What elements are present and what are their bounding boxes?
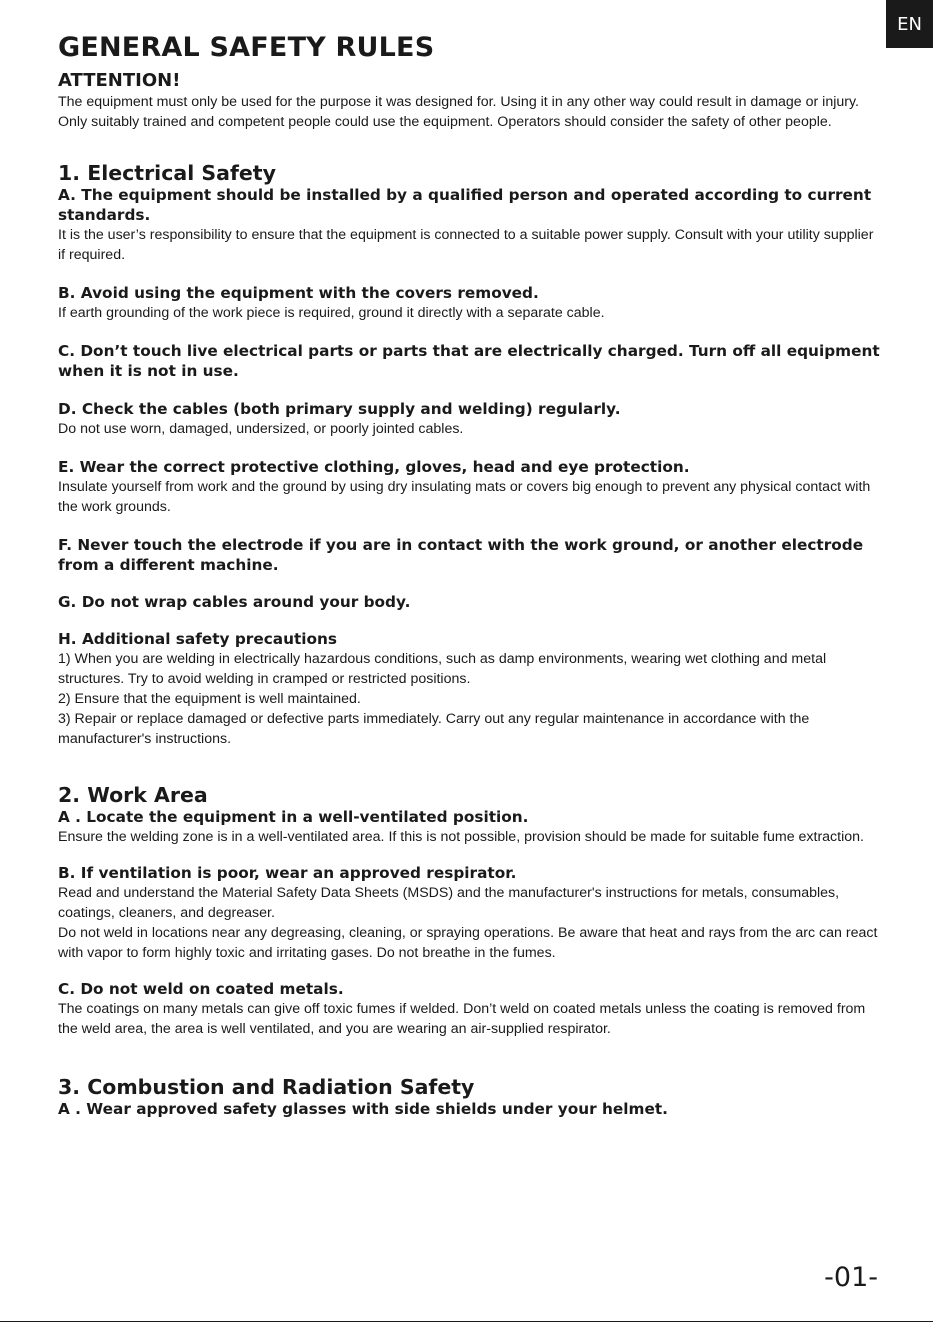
- electrical-c-title: C. Don’t touch live electrical parts or parts that are electrically charged. Turn off all equipment when it is not in use.: [58, 342, 880, 380]
- electrical-a-text: It is the user’s responsibility to ensure that the equipment is connected to a suitable power supply. Consult with your utility supplier if required.: [58, 227, 874, 263]
- section-work-area-title: 2. Work Area: [58, 783, 208, 807]
- work-area-a-text: Ensure the welding zone is in a well-ventilated area. If this is not possible, provision should be made for suitable fume extraction.: [58, 829, 864, 845]
- electrical-g-title: G. Do not wrap cables around your body.: [58, 593, 411, 611]
- section-combustion-title: 3. Combustion and Radiation Safety: [58, 1075, 475, 1099]
- electrical-b-text: If earth grounding of the work piece is required, ground it directly with a separate cable.: [58, 305, 605, 321]
- attention-heading: ATTENTION!: [58, 70, 181, 91]
- electrical-h-title: H. Additional safety precautions: [58, 630, 338, 648]
- work-area-b-text-1: Read and understand the Material Safety Data Sheets (MSDS) and the manufacturer's instructions for metals, consumables, coatings, cleaners, and degreaser.: [58, 885, 840, 921]
- electrical-d-title: D. Check the cables (both primary supply and welding) regularly.: [58, 400, 621, 418]
- work-area-b-text-2: Do not weld in locations near any degreasing, cleaning, or spraying operations. Be aware that heat and rays from the arc can react with vapor to form highly toxic and irritating gases. Do not breathe in the fumes.: [58, 925, 878, 961]
- electrical-h-item-1: 1) When you are welding in electrically hazardous conditions, such as damp environments, wearing wet clothing and metal structures. Try to avoid welding in cramped or restricted positions.: [58, 651, 827, 687]
- electrical-e-text: Insulate yourself from work and the ground by using dry insulating mats or covers big enough to prevent any physical contact with the work grounds.: [58, 479, 871, 515]
- language-tab: EN: [886, 0, 933, 48]
- electrical-e-title: E. Wear the correct protective clothing, gloves, head and eye protection.: [58, 458, 690, 476]
- electrical-d-text: Do not use worn, damaged, undersized, or poorly jointed cables.: [58, 421, 464, 437]
- electrical-h-item-3: 3) Repair or replace damaged or defective parts immediately. Carry out any regular maintenance in accordance with the manufacturer's instructions.: [58, 711, 810, 747]
- combustion-a-title: A . Wear approved safety glasses with side shields under your helmet.: [58, 1100, 668, 1118]
- electrical-b-title: B. Avoid using the equipment with the covers removed.: [58, 284, 539, 302]
- electrical-h-item-2: 2) Ensure that the equipment is well maintained.: [58, 691, 361, 707]
- attention-text: The equipment must only be used for the purpose it was designed for. Using it in any other way could result in damage or injury. Only suitably trained and competent people could use the equipment. Operators should consider the safety of other people.: [58, 94, 859, 130]
- document-body: [58, 30, 880, 1119]
- electrical-a-title: A. The equipment should be installed by a qualified person and operated according to current standards.: [58, 186, 872, 224]
- section-electrical-title: 1. Electrical Safety: [58, 161, 276, 185]
- work-area-b-title: B. If ventilation is poor, wear an approved respirator.: [58, 864, 517, 882]
- page-title: GENERAL SAFETY RULES: [58, 32, 435, 63]
- footer-divider: [0, 1321, 933, 1322]
- page-number: -01-: [824, 1262, 878, 1293]
- work-area-a-title: A . Locate the equipment in a well-ventilated position.: [58, 808, 529, 826]
- work-area-c-text: The coatings on many metals can give off toxic fumes if welded. Don’t weld on coated metals unless the coating is removed from the weld area, the area is well ventilated, and you are wearing an air-supplied respirator.: [58, 1001, 866, 1037]
- work-area-c-title: C. Do not weld on coated metals.: [58, 980, 344, 998]
- electrical-f-title: F. Never touch the electrode if you are in contact with the work ground, or another electrode from a different machine.: [58, 536, 864, 574]
